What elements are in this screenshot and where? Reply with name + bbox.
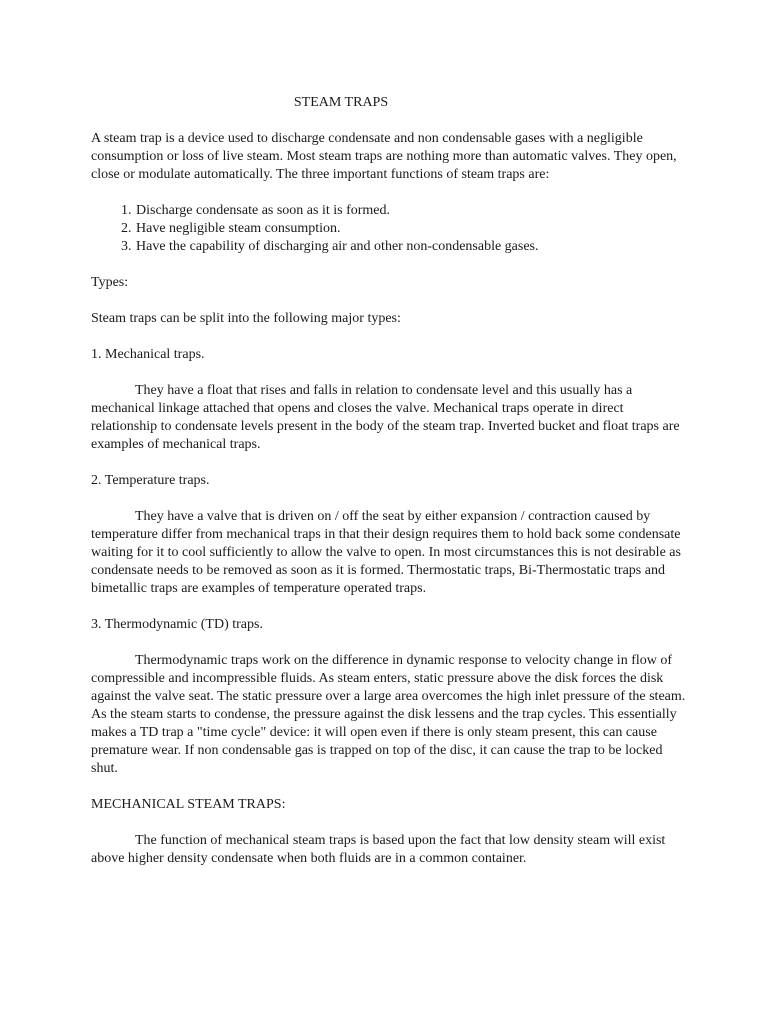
section-body-temperature: They have a valve that is driven on / off the seat by either expansion / contraction caused by temperature differ from mechanical traps in that their design requires them to hold back some condensate waiting for it to cool sufficiently to allow the valve to open. In most circumstances this is not desirable as condensate needs to be removed as soon as it is formed. Thermostatic traps, Bi-Thermostatic traps and bimetallic traps are examples of temperature operated traps. bbox=[91, 509, 681, 596]
list-item: 3. Have the capability of discharging air and other non-condensable gases. bbox=[135, 238, 691, 256]
section-heading-mechanical: 1. Mechanical traps. bbox=[91, 347, 205, 362]
functions-list bbox=[91, 202, 691, 256]
section-body-thermodynamic: Thermodynamic traps work on the difference in dynamic response to velocity change in flow of compressible and incompressible fluids. As steam enters, static pressure above the disk forces the disk against the valve seat. The static pressure over a large area overcomes the high inlet pressure of the steam. As the steam starts to condense, the pressure against the disk lessens and the trap cycles. This essentially makes a TD trap a "time cycle" device: it will open even if there is only steam present, this can cause premature wear. If non condensable gas is trapped on top of the disc, it can cause the trap to be locked shut. bbox=[91, 653, 686, 776]
list-item: 1. Discharge condensate as soon as it is formed. bbox=[135, 202, 691, 220]
list-item: 2. Have negligible steam consumption. bbox=[135, 220, 691, 238]
intro-paragraph: A steam trap is a device used to discharge condensate and non condensable gases with a negligible consumption or loss of live steam. Most steam traps are nothing more than automatic valves. They open, close or modulate automatically. The three important functions of steam traps are: bbox=[91, 131, 677, 182]
section-heading-temperature: 2. Temperature traps. bbox=[91, 473, 210, 488]
section-heading-thermodynamic: 3. Thermodynamic (TD) traps. bbox=[91, 617, 263, 632]
section-body-mechanical: They have a float that rises and falls in relation to condensate level and this usually has a mechanical linkage attached that opens and closes the valve. Mechanical traps operate in direct relationship to condensate levels present in the body of the steam trap. Inverted bucket and float traps are examples of mechanical traps. bbox=[91, 383, 680, 452]
document-title: STEAM TRAPS bbox=[293, 95, 389, 110]
section-heading-mechanical-steam-traps: MECHANICAL STEAM TRAPS: bbox=[91, 797, 286, 812]
section-body-mechanical-steam-traps: The function of mechanical steam traps is based upon the fact that low density steam will exist above higher density condensate when both fluids are in a common container. bbox=[91, 833, 666, 866]
types-intro: Steam traps can be split into the following major types: bbox=[91, 311, 401, 326]
types-heading: Types: bbox=[91, 275, 129, 290]
document-page bbox=[91, 94, 691, 886]
